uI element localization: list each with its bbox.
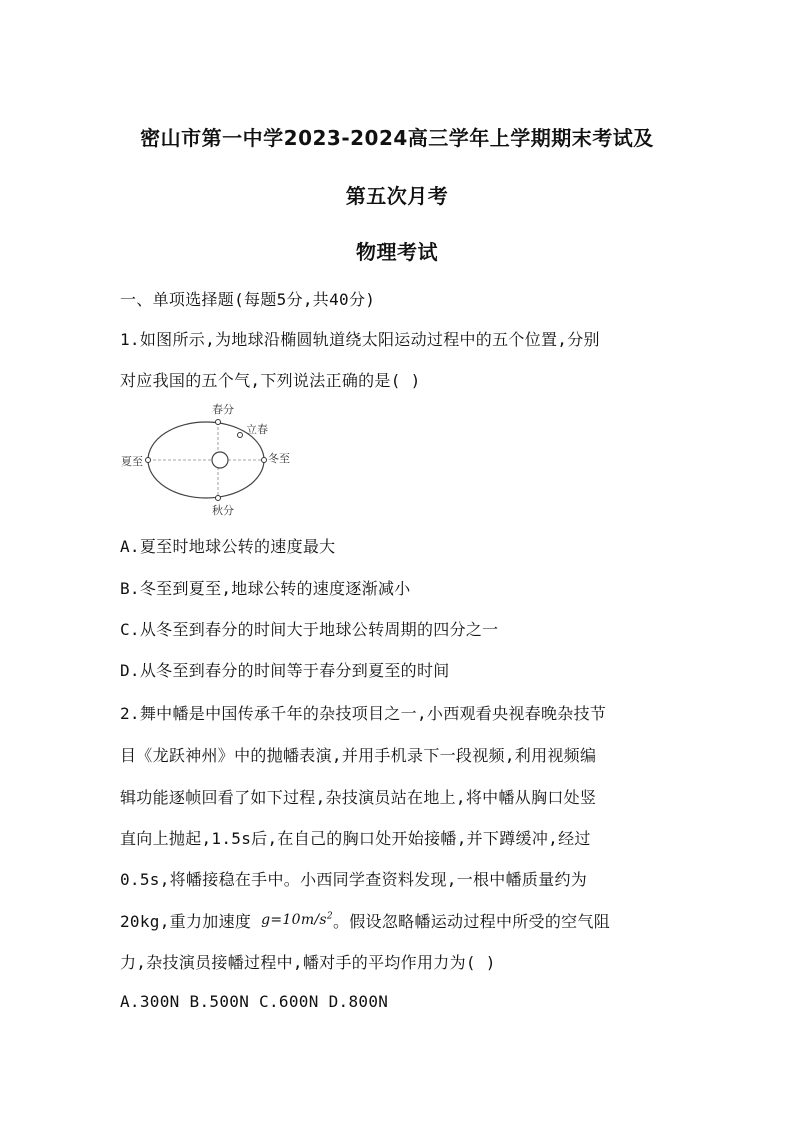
q2-line4: 直向上抛起,1.5s后,在自己的胸口处开始接幡,并下蹲缓冲,经过 (120, 829, 591, 848)
q2-line7: 力,杂技演员接幡过程中,幡对手的平均作用力为( ) (120, 953, 496, 972)
q1-option-b: B.冬至到夏至,地球公转的速度逐渐减小 (120, 579, 411, 598)
exam-title-line1: 密山市第一中学2023-2024高三学年上学期期末考试及 (140, 126, 654, 150)
q1-option-d: D.从冬至到春分的时间等于春分到夏至的时间 (120, 661, 450, 680)
label-summer: 夏至 (121, 455, 143, 468)
section-heading: 一、单项选择题(每题5分,共40分) (120, 290, 376, 309)
q2-line2: 目《龙跃神州》中的抛幡表演,并用手机录下一段视频,利用视频编 (120, 746, 597, 765)
q2-line6-pre: 20kg,重力加速度 (120, 912, 252, 931)
sun (212, 452, 228, 468)
q2-line6 (120, 909, 610, 932)
pos-start-spring (238, 433, 243, 438)
q2-line3: 辑功能逐帧回看了如下过程,杂技演员站在地上,将中幡从胸口处竖 (120, 788, 597, 807)
pos-winter (262, 458, 267, 463)
gravity-formula (261, 912, 333, 928)
q2-line6-post: 。假设忽略幡运动过程中所受的空气阻 (332, 912, 611, 931)
pos-summer (146, 458, 151, 463)
label-spring: 春分 (212, 403, 234, 416)
subject-title: 物理考试 (356, 240, 438, 264)
q1-option-a: A.夏至时地球公转的速度最大 (120, 537, 336, 556)
formula-text: g=10m/s (261, 912, 327, 928)
q2-line1: 2.舞中幡是中国传承千年的杂技项目之一,小西观看央视春晚杂技节 (120, 704, 607, 723)
q1-stem-line2: 对应我国的五个气,下列说法正确的是( ) (120, 371, 421, 390)
label-start-spring: 立春 (246, 423, 268, 436)
formula-exponent: 2 (326, 911, 333, 922)
pos-spring (216, 420, 221, 425)
pos-autumn (216, 496, 221, 501)
q2-options: A.300N B.500N C.600N D.800N (120, 992, 389, 1011)
label-winter: 冬至 (268, 452, 290, 465)
orbit-diagram (118, 398, 298, 520)
exam-title-line2: 第五次月考 (345, 184, 449, 208)
label-autumn: 秋分 (212, 504, 234, 517)
q2-line5: 0.5s,将幡接稳在手中。小西同学查资料发现,一根中幡质量约为 (120, 870, 588, 889)
q1-option-c: C.从冬至到春分的时间大于地球公转周期的四分之一 (120, 620, 499, 639)
q1-stem-line1: 1.如图所示,为地球沿椭圆轨道绕太阳运动过程中的五个位置,分别 (120, 330, 600, 349)
